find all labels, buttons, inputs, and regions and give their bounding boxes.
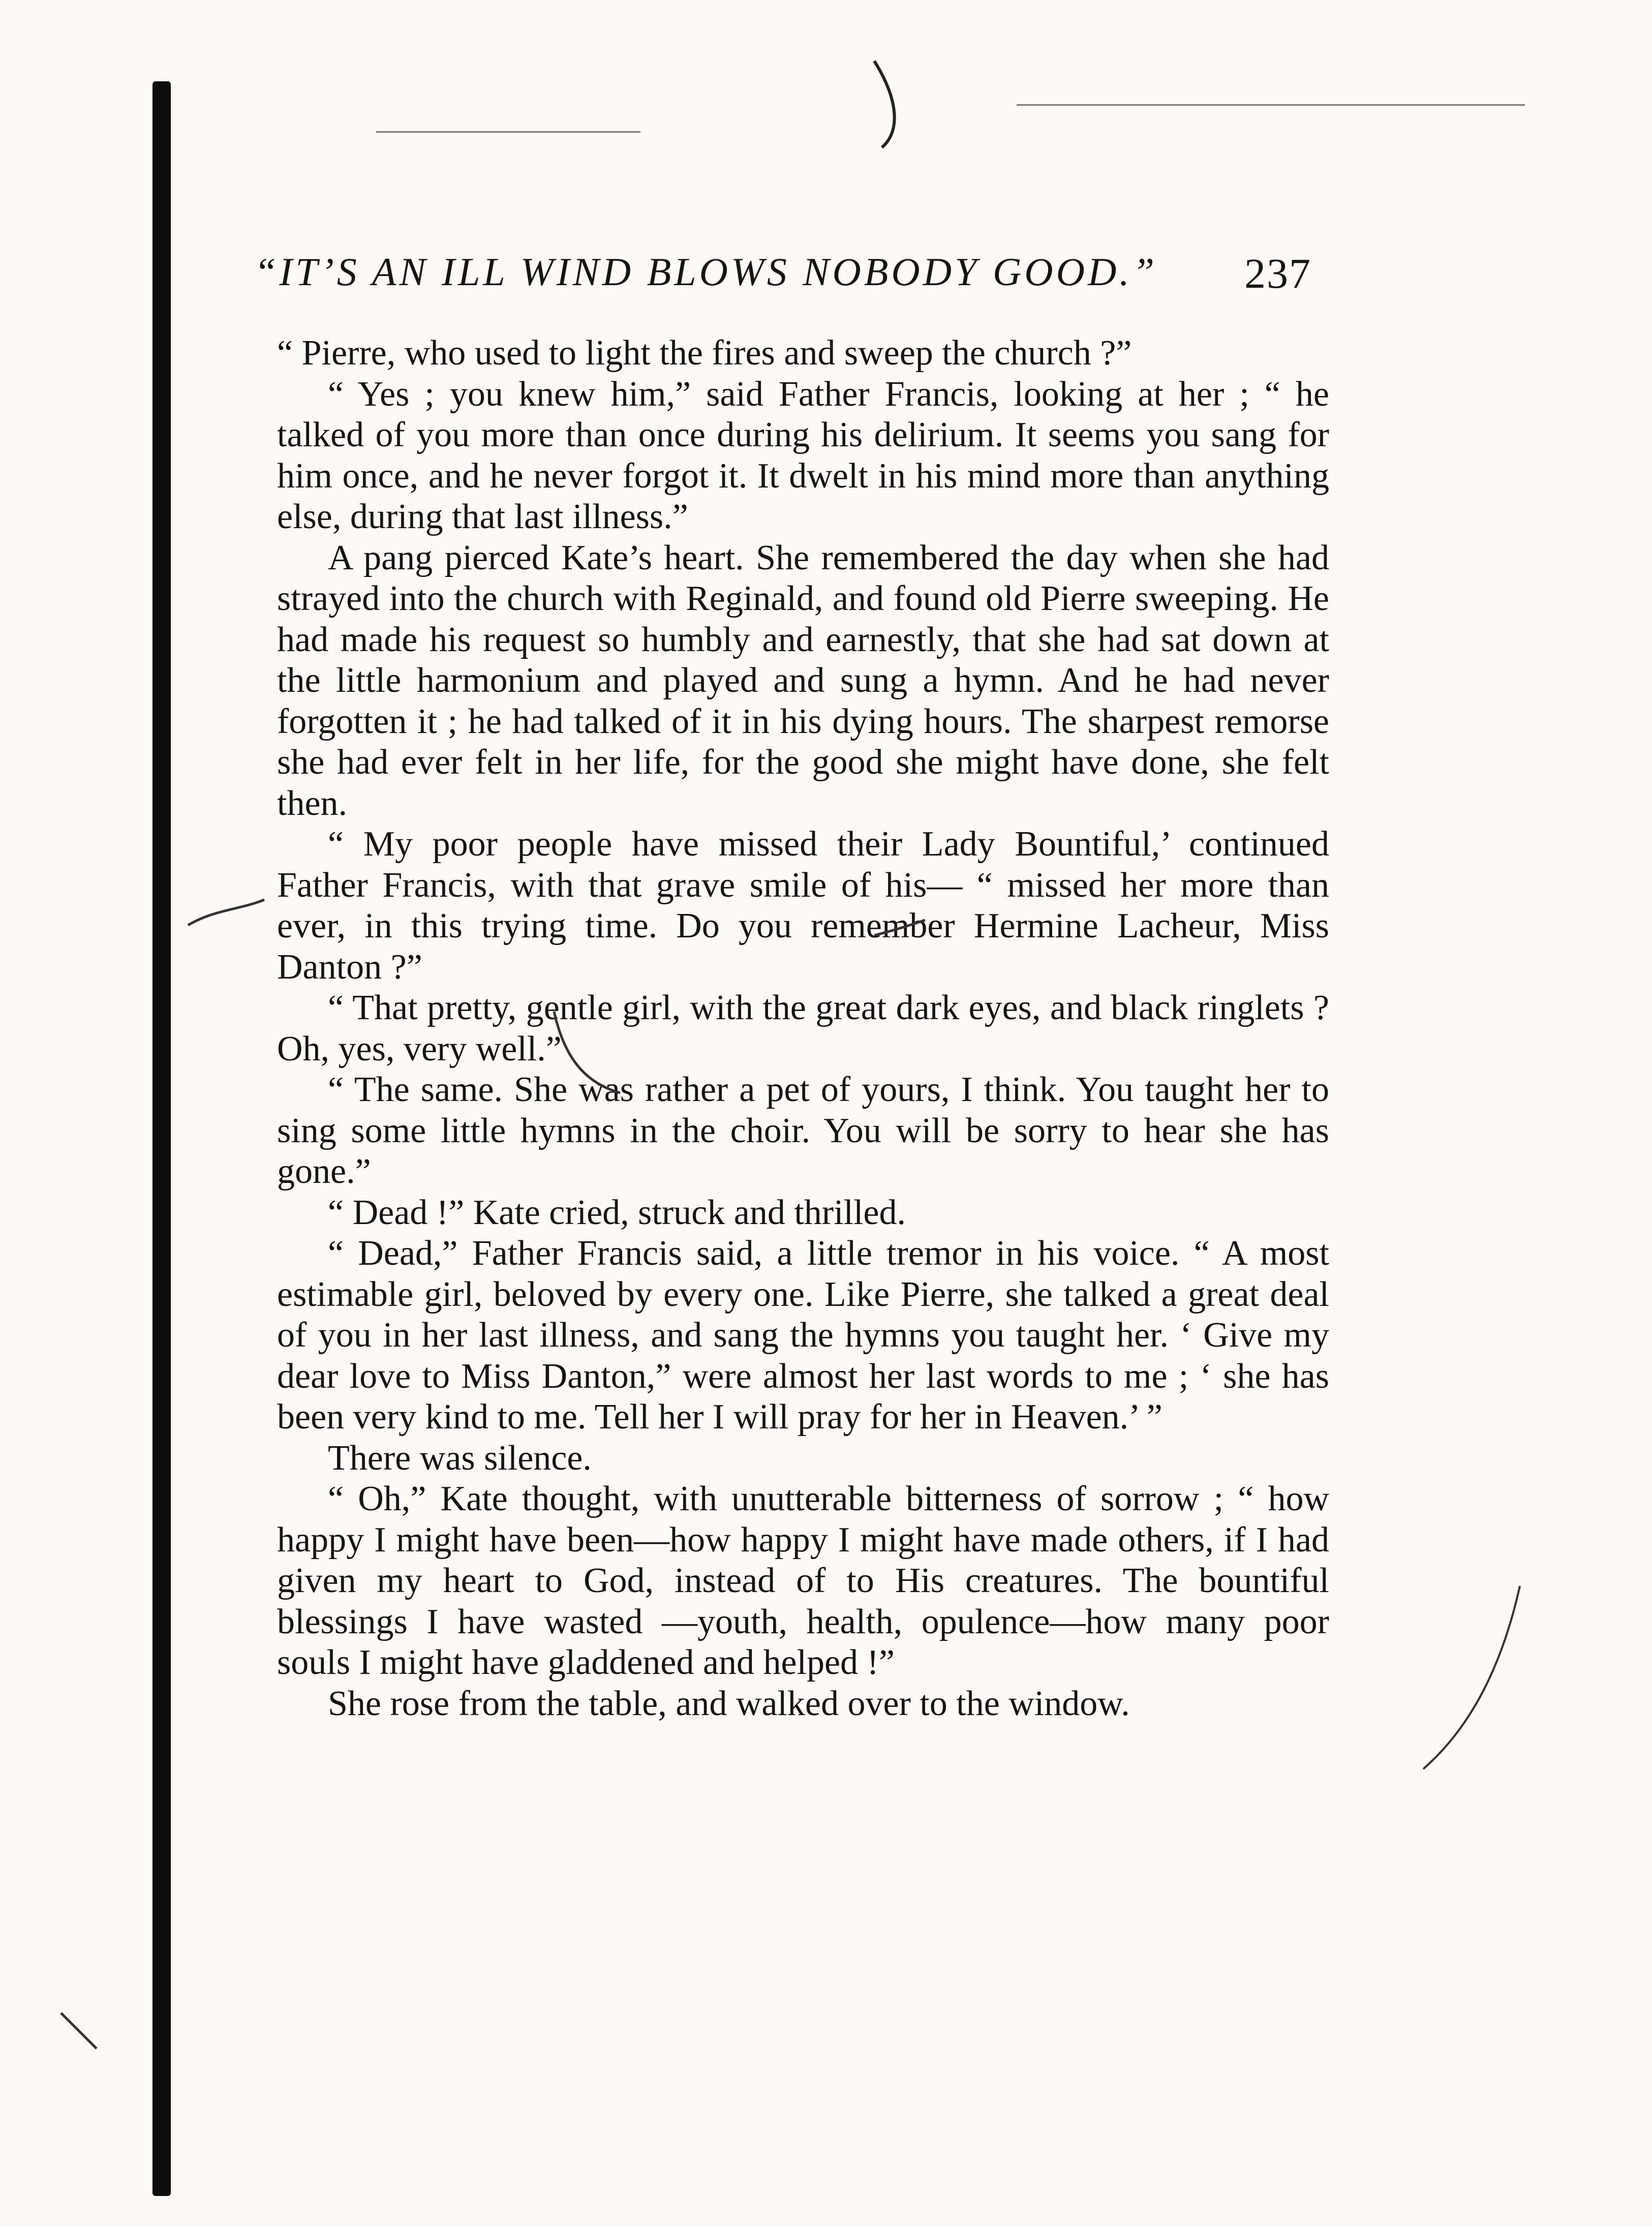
paragraph: “ Oh,” Kate thought, with unutterable bitterness of sorrow ; “ how happy I might have been—how happy I might have made others, if I had given my heart to God, instead of to His creatures. The bountiful blessings I have wasted —youth, health, opulence—how many poor souls I might have gladdened and helped !” bbox=[277, 1479, 1329, 1682]
pen-stroke bbox=[554, 1012, 620, 1093]
paragraph: “ Pierre, who used to light the fires and sweep the church ?” bbox=[277, 333, 1132, 373]
paragraph: She rose from the table, and walked over to the window. bbox=[328, 1684, 1130, 1723]
pen-stroke bbox=[61, 2013, 97, 2049]
paragraph: “ Dead,” Father Francis said, a little tremor in his voice. “ A most estimable girl, beloved by every one. Like Pierre, she talked a great deal of you in her last illness, and sang the hymns you taught her. ‘ Give my dear love to Miss Danton,” were almost her last words to me ; ‘ she has been very kind to me. Tell her I will pray for her in Heaven.’ ” bbox=[277, 1234, 1329, 1437]
paragraph: A pang pierced Kate’s heart. She remembered the day when she had strayed into the church with Reginald, and found old Pierre sweeping. He had made his request so humbly and earnestly, that she had sat down at the little harmonium and played and sung a hymn. And he had never forgotten it ; he had talked of it in his dying hours. The sharpest remorse she had ever felt in her life, for the good she might have done, she felt then. bbox=[277, 538, 1329, 823]
paragraph: “ My poor people have missed their Lady Bountiful,’ continued Father Francis, with that grave smile of his— “ missed her more than ever, in this trying time. Do you remember Hermine Lacheur, Miss Danton ?” bbox=[277, 825, 1329, 987]
paragraph: “ The same. She was rather a pet of yours, I think. You taught her to sing some little hymns in the choir. You will be sorry to hear she has gone.” bbox=[277, 1070, 1329, 1191]
paragraph: “ That pretty, gentle girl, with the great dark eyes, and black ringlets ? Oh, yes, very well.” bbox=[277, 988, 1329, 1069]
pen-stroke bbox=[1423, 1586, 1520, 1769]
running-title: “IT’S AN ILL WIND BLOWS NOBODY GOOD.” bbox=[254, 250, 1158, 294]
pen-stroke bbox=[874, 61, 895, 147]
pen-stroke bbox=[874, 920, 925, 935]
pen-stroke bbox=[188, 900, 264, 925]
page-number: 237 bbox=[1244, 250, 1311, 297]
paragraph: There was silence. bbox=[328, 1438, 592, 1478]
paragraph: “ Dead !” Kate cried, struck and thrilled. bbox=[328, 1193, 906, 1232]
paragraph: “ Yes ; you knew him,” said Father Francis, looking at her ; “ he talked of you more than once during his delirium. It seems you sang for him once, and he never forgot it. It dwelt in his mind more than anything else, during that last illness.” bbox=[277, 374, 1329, 536]
